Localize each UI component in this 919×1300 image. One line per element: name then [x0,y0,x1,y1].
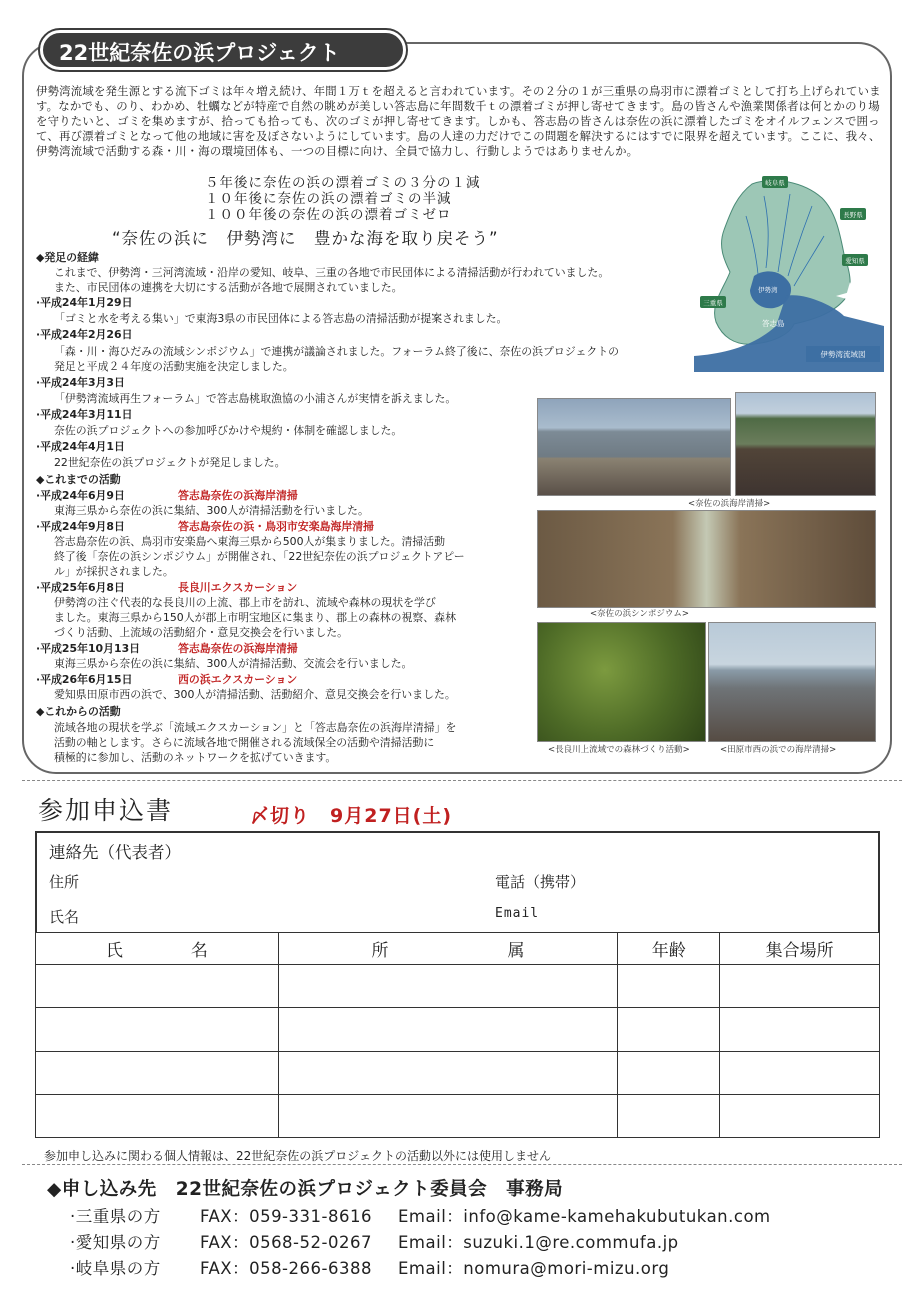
email-address[interactable]: Email：info@kame-kamehakubutukan.com [398,1207,771,1226]
history-line: これまで、伊勢湾・三河湾流域・沿岸の愛知、岐阜、三重の各地で市民団体による清掃活動が行われていました。 [54,266,610,279]
history-line: 発足と平成２４年度の活動実施を決定しました。 [54,360,294,373]
cell-name[interactable] [36,965,279,1008]
history-line: 「ゴミと水を考える集い」で東海3県の市民団体による答志島の清掃活動が提案されました。 [54,312,508,325]
history-heading: ◆発足の経緯 [36,251,99,264]
activity-desc: ル」が採択されました。 [54,565,174,578]
fax-number: FAX：0568-52-0267 [200,1233,372,1252]
column-name: 氏 名 [36,933,279,965]
cell-affiliation[interactable] [278,1051,618,1094]
cell-name[interactable] [36,1051,279,1094]
activity-desc: 東海三県から奈佐の浜に集結、300人が清掃活動を行いました。 [54,504,369,517]
activity-event: 答志島奈佐の浜・鳥羽市安楽島海岸清掃 [178,520,375,533]
deadline: 〆切り 9月27日(土) [250,805,453,827]
history-line: 「伊勢湾流域再生フォーラム」で答志島桃取漁協の小浦さんが実情を訴えました。 [54,392,457,405]
future-line: 流域各地の現状を学ぶ「流域エクスカーション」と「答志島奈佐の浜海岸清掃」を [54,721,457,734]
pref-label: ·岐阜県の方 [70,1259,161,1278]
goal-10-years: １０年後に奈佐の浜の漂着ゴミの半減 [205,191,452,207]
map-label-nagano: 長野県 [843,211,863,219]
history-line: 22世紀奈佐の浜プロジェクトが発足しました。 [54,456,286,469]
photo-caption: <奈佐の浜海岸清掃> [688,499,771,509]
activity-date: ·平成24年6月9日 [36,489,125,502]
activity-desc: 東海三県から奈佐の浜に集結、300人が清掃活動、交流会を行いました。 [54,657,413,670]
map-label-aichi: 愛知県 [845,257,865,265]
future-line: 積極的に参加し、活動のネットワークを拡げていきます。 [54,751,337,764]
fax-number: FAX：058-266-6388 [200,1259,372,1278]
cell-affiliation[interactable] [278,965,618,1008]
map-label-mie: 三重県 [703,299,723,307]
cell-meeting-place[interactable] [720,1094,880,1137]
photo-forest-activity [537,622,706,742]
history-line: また、市民団体の連携を大切にする活動が各地で展開されていました。 [54,281,403,294]
history-line: 奈佐の浜プロジェクトへの参加呼びかけや規約・体制を確認しました。 [54,424,403,437]
table-row[interactable] [36,1051,880,1094]
pref-label: ·三重県の方 [70,1207,161,1226]
cell-affiliation[interactable] [278,1094,618,1137]
activity-date: ·平成25年10月13日 [36,642,141,655]
table-header-row [36,933,880,965]
apply-to-title: ◆申し込み先 22世紀奈佐の浜プロジェクト委員会 事務局 [47,1179,564,1200]
activity-desc: ました。東海三県から150人が郡上市明宝地区に集まり、郡上の森林の視察、森林 [54,611,456,624]
map-label-toshi: 答志島 [762,319,785,328]
future-line: 活動の軸とします。さらに流域各地で開催される流域保全の活動や清掃活動に [54,736,435,749]
photo-caption: <長良川上流域での森林づくり活動> [548,745,690,755]
cell-affiliation[interactable] [278,1008,618,1051]
activity-desc: づくり活動、上流域の活動紹介・意見交換会を行いました。 [54,626,349,639]
history-date: ·平成24年4月1日 [36,440,125,453]
activity-desc: 答志島奈佐の浜、鳥羽市安楽島へ東海三県から500人が集まりました。清掃活動 [54,535,446,548]
activity-date: ·平成24年9月8日 [36,520,125,533]
photo-beach-cleanup-1 [537,398,731,496]
goal-100-years: １００年後の奈佐の浜の漂着ゴミゼロ [205,207,452,223]
table-row[interactable] [36,1094,880,1137]
project-title: 22世紀奈佐の浜プロジェクト [40,30,406,70]
activities-heading: ◆これまでの活動 [36,473,121,486]
cell-name[interactable] [36,1094,279,1137]
photo-caption: <田原市西の浜での海岸清掃> [720,745,837,755]
activity-date: ·平成25年6月8日 [36,581,125,594]
history-date: ·平成24年3月3日 [36,376,125,389]
map-label-isewan: 伊勢湾 [758,286,778,294]
cell-age[interactable] [618,1051,720,1094]
participant-table [35,932,880,1138]
pref-label: ·愛知県の方 [70,1233,161,1252]
form-title: 参加申込書 [38,796,174,825]
photo-beach-cleanup-2 [735,392,876,496]
table-row[interactable] [36,1008,880,1051]
slogan: “奈佐の浜に 伊勢湾に 豊かな海を取り戻そう” [112,229,499,248]
contact-section [35,831,880,933]
email-field[interactable]: Email [495,906,540,921]
column-meeting-place: 集合場所 [720,933,880,965]
activity-event: 答志島奈佐の浜海岸清掃 [178,489,298,502]
contact-row-aichi [70,1229,679,1253]
photo-caption: <奈佐の浜シンポジウム> [590,609,689,619]
table-row[interactable] [36,965,880,1008]
activity-desc: 終了後「奈佐の浜シンポジウム」が開催され、「22世紀奈佐の浜プロジェクトアピー [54,550,465,563]
activity-event: 西の浜エクスカーション [178,673,298,686]
cut-line [22,1164,902,1165]
cell-meeting-place[interactable] [720,965,880,1008]
history-date: ·平成24年1月29日 [36,296,133,309]
activity-desc: 愛知県田原市西の浜で、300人が清掃活動、活動紹介、意見交換会を行いました。 [54,688,456,701]
phone-field[interactable]: 電話（携帯） [495,873,586,891]
future-heading: ◆これからの活動 [36,705,121,718]
address-field[interactable]: 住所 [49,873,80,891]
photo-symposium [537,510,876,608]
fax-number: FAX：059-331-8616 [200,1207,372,1226]
photo-nishinohama-cleanup [708,622,876,742]
column-affiliation: 所 属 [278,933,618,965]
privacy-notice: 参加申し込みに関わる個人情報は、22世紀奈佐の浜プロジェクトの活動以外には使用しません [44,1149,552,1163]
email-address[interactable]: Email：nomura@mori-mizu.org [398,1259,670,1278]
intro-paragraph: 伊勢湾流域を発生源とする流下ゴミは年々増え続け、年間１万ｔを超えると言われています。その２分の１が三重県の鳥羽市に漂着ゴミとして打ち上げられています。なかでも、のり、わかめ、牡蠣などが特産で自然の眺めが美しい答志島に年間数千ｔの漂着ゴミが押し寄せてきます。島の皆さんや漁業関係者は何とかのり場を守りたいと、ゴミを集めますが、拾っても拾っても、次のゴミが押し寄せてきます。しかも、答志島の皆さんは奈佐の浜に漂着したゴミをオイルフェンスで囲って、再び漂着ゴミとなって他の地域に害を及ぼさないようにしています。島の人達の力だけでこの問題を解決するにはすでに限界を超えています。ここに、我々、伊勢湾流域で活動する森・川・海の環境団体も、一つの目標に向け、全員で協力し、行動しようではありませんか。 [36,84,881,158]
cell-meeting-place[interactable] [720,1008,880,1051]
cell-meeting-place[interactable] [720,1051,880,1094]
goal-5-years: ５年後に奈佐の浜の漂着ゴミの３分の１減 [205,175,481,191]
contact-row-mie [70,1203,771,1227]
activity-desc: 伊勢湾の注ぐ代表的な長良川の上流、郡上市を訪れ、流域や森林の現状を学び [54,596,436,609]
map-label-gifu: 岐阜県 [765,179,785,187]
history-line: 「森・川・海ひだみの流域シンポジウム」で連携が議論されました。フォーラム終了後に、奈佐の浜プロジェクトの [54,345,620,358]
history-date: ·平成24年2月26日 [36,328,133,341]
cut-line [22,780,902,781]
contact-row-gifu [70,1255,669,1279]
cell-age[interactable] [618,965,720,1008]
cell-age[interactable] [618,1094,720,1137]
activity-event: 長良川エクスカーション [178,581,298,594]
cell-name[interactable] [36,1008,279,1051]
name-field[interactable]: 氏名 [49,908,80,926]
column-age: 年齢 [618,933,720,965]
history-date: ·平成24年3月11日 [36,408,133,421]
contact-heading: 連絡先（代表者） [49,843,181,862]
activity-event: 答志島奈佐の浜海岸清掃 [178,642,298,655]
map-caption: 伊勢湾流域図 [820,350,866,359]
cell-age[interactable] [618,1008,720,1051]
activity-date: ·平成26年6月15日 [36,673,133,686]
ise-bay-basin-map [694,176,884,372]
email-address[interactable]: Email：suzuki.1@re.commufa.jp [398,1233,679,1252]
